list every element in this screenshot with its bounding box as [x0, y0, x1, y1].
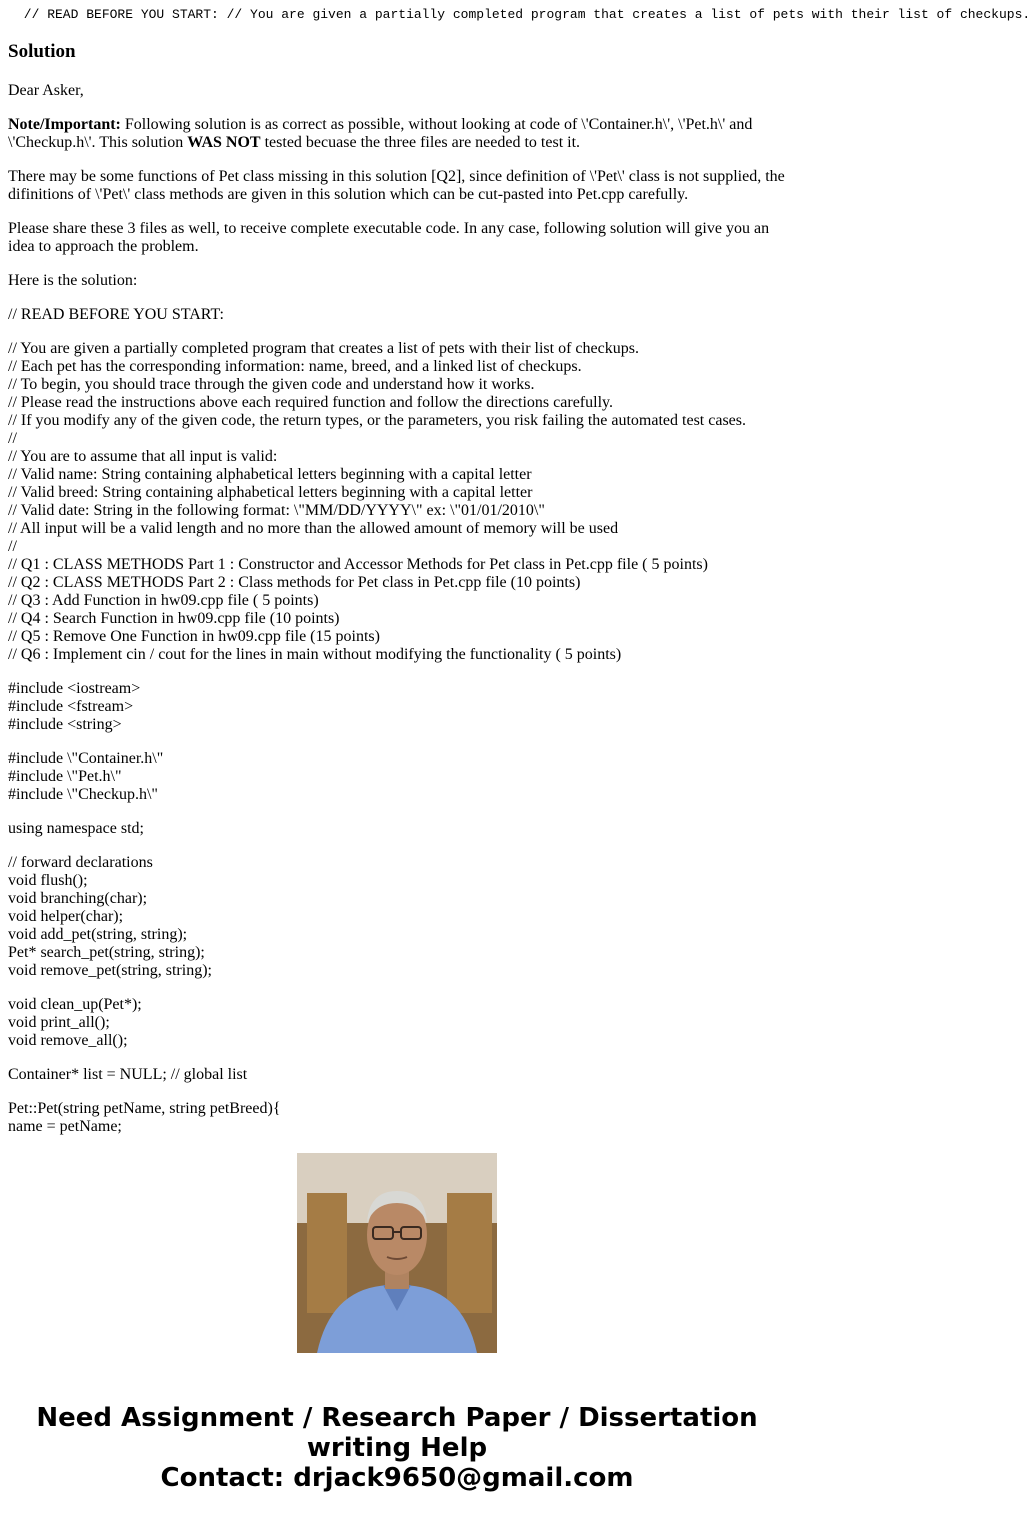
- code-line: void helper(char);: [8, 908, 124, 925]
- code-line: void clean_up(Pet*);: [8, 996, 142, 1013]
- code-line: // Q1 : CLASS METHODS Part 1 : Constructor and Accessor Methods for Pet class in Pet.cpp file ( 5 points): [8, 556, 708, 573]
- footer-contact: Contact: drjack9650@gmail.com: [160, 1463, 634, 1493]
- code-block: [8, 1100, 790, 1136]
- code-line: // If you modify any of the given code, the return types, or the parameters, you risk failing the automated test cases.: [8, 412, 746, 429]
- code-block: [8, 750, 790, 804]
- code-line: #include <string>: [8, 716, 122, 733]
- footer-line-2: writing Help: [306, 1433, 488, 1463]
- code-line: // Q4 : Search Function in hw09.cpp file (10 points): [8, 610, 340, 627]
- code-line: //: [8, 430, 17, 447]
- code-line: void remove_all();: [8, 1032, 128, 1049]
- solution-content: [8, 40, 790, 1135]
- code-line: void remove_pet(string, string);: [8, 962, 212, 979]
- code-line: using namespace std;: [8, 820, 144, 837]
- code-line: Pet* search_pet(string, string);: [8, 944, 205, 961]
- code-line: // Valid breed: String containing alphabetical letters beginning with a capital letter: [8, 484, 533, 501]
- code-line: #include \"Checkup.h\": [8, 786, 158, 803]
- code-line: // Each pet has the corresponding information: name, breed, and a linked list of checkups.: [8, 358, 582, 375]
- note-label: Note/Important:: [8, 116, 121, 133]
- code-line: void add_pet(string, string);: [8, 926, 188, 943]
- share-files-paragraph: Please share these 3 files as well, to receive complete executable code. In any case, following solution will give you an idea to approach the problem.: [8, 220, 770, 255]
- code-line: // Q3 : Add Function in hw09.cpp file ( 5 points): [8, 592, 319, 609]
- missing-functions-paragraph: There may be some functions of Pet class missing in this solution [Q2], since definition of \'Pet\' class is not supplied, the difinitions of \'Pet\' class methods are given in this solution which can be cut-pasted into Pet.cpp carefully.: [8, 168, 785, 203]
- author-portrait: [297, 1153, 497, 1353]
- portrait-photo: [297, 1153, 497, 1353]
- note-text-1: Following solution is as correct as possible, without looking at code of \'Container.h\', \'Pet.h\' and \'Checkup.h\'. This solution: [8, 116, 753, 151]
- greeting: Dear Asker,: [8, 82, 84, 99]
- code-line: // Q2 : CLASS METHODS Part 2 : Class methods for Pet class in Pet.cpp file (10 points): [8, 574, 581, 591]
- code-block: [8, 340, 790, 664]
- code-line: #include \"Container.h\": [8, 750, 164, 767]
- portrait-door-left: [307, 1193, 347, 1313]
- code-block: [8, 854, 790, 980]
- code-line: #include <iostream>: [8, 680, 141, 697]
- code-line: void flush();: [8, 872, 88, 889]
- top-code-line: // READ BEFORE YOU START: // You are given a partially completed program that creates a list of pets with their list of checkups.: [16, 7, 1030, 22]
- code-line: Pet::Pet(string petName, string petBreed){: [8, 1100, 281, 1117]
- code-line: // Valid name: String containing alphabetical letters beginning with a capital letter: [8, 466, 532, 483]
- code-block: [8, 680, 790, 734]
- code-listing: [8, 340, 790, 1136]
- code-block: [8, 1066, 790, 1084]
- code-line: //: [8, 538, 17, 555]
- code-line: // To begin, you should trace through the given code and understand how it works.: [8, 376, 535, 393]
- code-line: // Valid date: String in the following format: \"MM/DD/YYYY\" ex: \"01/01/2010\": [8, 502, 545, 519]
- note-text-2: tested becuase the three files are needed to test it.: [260, 134, 581, 151]
- help-footer: [0, 1403, 794, 1493]
- code-block: [8, 820, 790, 838]
- code-line: // You are given a partially completed program that creates a list of pets with their list of checkups.: [8, 340, 639, 357]
- code-block: [8, 996, 790, 1050]
- code-line: Container* list = NULL; // global list: [8, 1066, 248, 1083]
- code-line: #include \"Pet.h\": [8, 768, 122, 785]
- code-line: // Q5 : Remove One Function in hw09.cpp file (15 points): [8, 628, 380, 645]
- code-line: void print_all();: [8, 1014, 110, 1031]
- solution-intro: Here is the solution:: [8, 272, 138, 289]
- code-line: // All input will be a valid length and no more than the allowed amount of memory will be used: [8, 520, 619, 537]
- read-before-line: // READ BEFORE YOU START:: [8, 306, 224, 323]
- code-line: name = petName;: [8, 1118, 122, 1135]
- portrait-door-right: [447, 1193, 492, 1313]
- code-line: // You are to assume that all input is valid:: [8, 448, 278, 465]
- solution-heading: Solution: [8, 41, 76, 62]
- code-line: // Please read the instructions above each required function and follow the directions carefully.: [8, 394, 613, 411]
- note-emphasis: WAS NOT: [187, 134, 261, 151]
- code-line: // forward declarations: [8, 854, 153, 871]
- code-line: // Q6 : Implement cin / cout for the lines in main without modifying the functionality ( 5 points): [8, 646, 622, 663]
- code-line: void branching(char);: [8, 890, 148, 907]
- footer-line-1: Need Assignment / Research Paper / Dissertation: [36, 1403, 758, 1433]
- code-line: #include <fstream>: [8, 698, 134, 715]
- note-paragraph: [8, 116, 790, 152]
